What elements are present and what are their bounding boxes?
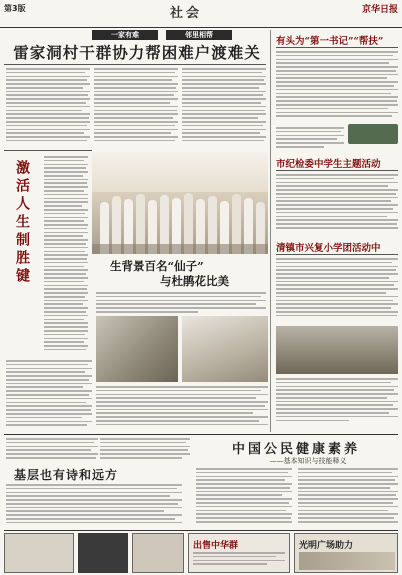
side-column-text [44,156,88,356]
right-column-photo [276,326,398,374]
top-story-column-3 [182,68,266,146]
feature-caption [96,292,266,314]
lower-left-title: 基层也有诗和远方 [14,468,119,482]
right-story1-text [276,51,398,123]
lower-mid-text-top [100,438,190,462]
right-story1-title: 有头为“第一书记”“帮扶” [276,36,384,47]
right-story3-rule [276,254,398,255]
right-story2-text [276,174,398,236]
feature-photo [92,152,268,254]
side-column-title: 激活人生制胜键 [14,160,30,286]
ad-block-3 [132,533,184,573]
ad-block-5 [294,533,398,573]
right-story2-title: 市纪检委中学生主题活动 [276,159,381,170]
right-story3-title: 清镇市兴复小学团活动中 [276,243,381,254]
right-story3-text [276,258,398,322]
feature-photo-small-2 [182,316,268,382]
page-number: 第3版 [4,4,26,13]
lower-band-rule [4,434,398,435]
top-story-tag-left: 一家有难 [92,30,158,40]
feature-headline-line1: 生背景百名“仙子” [110,259,204,273]
feature-photo-small-1 [96,316,178,382]
feature-headline-line2: 与杜鹃花比美 [160,274,229,288]
top-story-column-1 [6,68,90,146]
top-story-tag-right: 邻里相帮 [166,30,232,40]
column-divider [270,30,271,432]
ad-block-5-image [299,552,395,570]
ad-block-5-title: 光明广场助力 [299,541,354,551]
right-story1-rule [276,47,398,48]
right-story1-text-cont [276,127,344,151]
headline-rule [4,64,266,65]
right-story3-text-cont [276,378,398,430]
ad-block-4-title: 出售中华群 [193,541,239,551]
ad-strip-rule [4,530,398,531]
lower-left-text-top [6,438,98,462]
top-story-column-2 [94,68,178,146]
lower-left-text [6,484,182,524]
health-column-2 [298,468,398,528]
top-story-headline: 雷家洞村干群协力帮困难户渡难关 [13,43,261,62]
ad-block-2 [78,533,128,573]
section-label: 社会 [170,6,203,21]
health-banner-subtitle: ——基本知识与技能释义 [269,457,347,465]
ad-block-4-text [193,552,285,570]
paper-name: 京华日报 [361,5,398,15]
left-mid-text [6,360,92,430]
ad-block-4 [188,533,290,573]
health-column-1 [196,468,292,528]
right-story1-badge [348,124,398,144]
feature-body-text [96,386,268,426]
right-story2-rule [276,170,398,171]
health-banner-title: 中国公民健康素养 [231,442,360,457]
side-column-rule [4,150,92,151]
ad-block-1 [4,533,74,573]
